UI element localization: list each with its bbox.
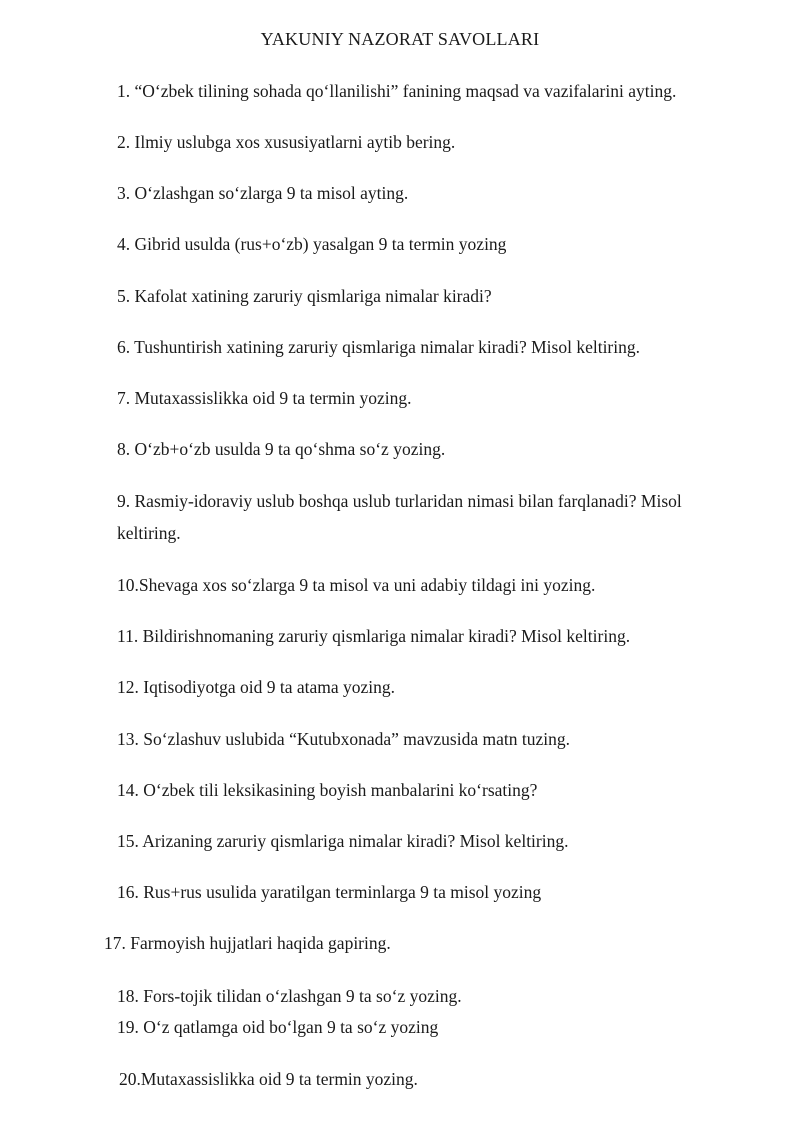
question-7: 7. Mutaxassislikka oid 9 ta termin yozing. [117, 388, 412, 408]
question-18: 18. Fors-tojik tilidan o‘zlashgan 9 ta so‘z yozing. [117, 986, 462, 1006]
question-5: 5. Kafolat xatining zaruriy qismlariga nimalar kiradi? [117, 286, 492, 306]
question-2: 2. Ilmiy uslubga xos xususiyatlarni aytib bering. [117, 132, 456, 152]
question-8: 8. O‘zb+o‘zb usulda 9 ta qo‘shma so‘z yozing. [117, 439, 446, 459]
question-19: 19. O‘z qatlamga oid bo‘lgan 9 ta so‘z yozing [117, 1017, 439, 1037]
question-9: 9. Rasmiy-idoraviy uslub boshqa uslub turlaridan nimasi bilan farqlanadi? Misol keltiring. [117, 491, 682, 543]
question-6: 6. Tushuntirish xatining zaruriy qismlariga nimalar kiradi? Misol keltiring. [117, 337, 640, 357]
question-15: 15. Arizaning zaruriy qismlariga nimalar kiradi? Misol keltiring. [117, 831, 569, 851]
document-title: YAKUNIY NAZORAT SAVOLLARI [260, 29, 540, 49]
question-10: 10.Shevaga xos so‘zlarga 9 ta misol va uni adabiy tildagi ini yozing. [117, 575, 596, 595]
question-13: 13. So‘zlashuv uslubida “Kutubxonada” mavzusida matn tuzing. [117, 729, 570, 749]
question-20: 20.Mutaxassislikka oid 9 ta termin yozing. [119, 1069, 418, 1089]
question-3: 3. O‘zlashgan so‘zlarga 9 ta misol ayting. [117, 183, 409, 203]
question-17: 17. Farmoyish hujjatlari haqida gapiring. [104, 933, 391, 953]
question-4: 4. Gibrid usulda (rus+o‘zb) yasalgan 9 ta termin yozing [117, 234, 507, 254]
question-1: 1. “O‘zbek tilining sohada qo‘llanilishi” fanining maqsad va vazifalarini ayting. [117, 81, 677, 101]
question-12: 12. Iqtisodiyotga oid 9 ta atama yozing. [117, 677, 396, 697]
question-14: 14. O‘zbek tili leksikasining boyish manbalarini ko‘rsating? [117, 780, 538, 800]
question-11: 11. Bildirishnomaning zaruriy qismlariga nimalar kiradi? Misol keltiring. [117, 626, 631, 646]
question-16: 16. Rus+rus usulida yaratilgan terminlarga 9 ta misol yozing [117, 882, 542, 902]
